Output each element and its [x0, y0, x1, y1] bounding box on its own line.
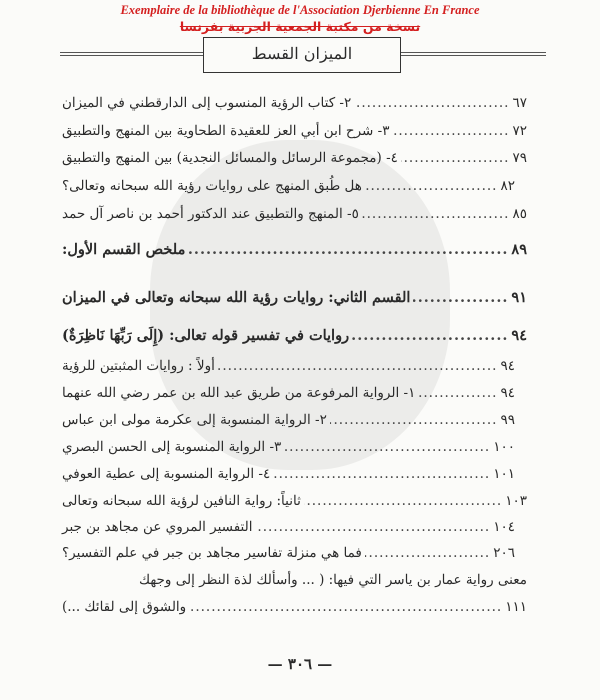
dot-leader: [401, 149, 510, 167]
toc-entry: [62, 544, 515, 562]
toc-entry: [62, 465, 515, 483]
toc-entry: [62, 122, 527, 140]
toc-entry-title: ١- الرواية المرفوعة من طريق عبد الله بن عمر رضي الله عنهما: [62, 385, 416, 401]
toc-entry: [62, 492, 527, 510]
toc-entry: معنى رواية عمار بن ياسر التي فيها: ( ... وأسألك لذة النظر إلى وجهك: [138, 572, 527, 588]
toc-entry-title: هل طُبق المنهج على روايات رؤية الله سبحانه وتعالى؟: [62, 178, 362, 194]
toc-entry-page: ٨٩: [511, 241, 527, 258]
toc-entry-page: ٨٢: [500, 178, 515, 194]
toc-entry: [62, 598, 527, 616]
toc-entry-page: ١٠١: [493, 466, 515, 482]
toc-entry-title: روايات في تفسير قوله تعالى: (إِلَى رَبِّهَا نَاظِرَةٌ): [62, 327, 350, 344]
toc-entry-page: ٩٤: [511, 327, 527, 344]
toc-entry-title: ثانياً: رواية النافين لرؤية الله سبحانه وتعالى: [62, 493, 301, 509]
toc-entry: [62, 205, 527, 223]
toc-entry-page: ٩٩: [500, 412, 515, 428]
toc-entry-page: ٢٠٦: [493, 545, 515, 561]
running-header: الميزان القسط: [203, 37, 401, 73]
library-stamp-french: Exemplaire de la bibliothèque de l'Association Djerbienne En France: [120, 3, 480, 17]
dot-leader: [188, 241, 508, 259]
toc-entry: [62, 241, 527, 259]
dot-leader: [352, 327, 508, 345]
dot-leader: [284, 438, 490, 456]
toc-entry-title: التفسير المروي عن مجاهد بن جبر: [62, 519, 253, 535]
toc-entry-page: ٨٥: [512, 206, 527, 222]
dot-leader: [365, 177, 498, 195]
toc-entry: [62, 384, 515, 402]
dot-leader: [304, 492, 502, 510]
toc-entry-title: القسم الثاني: روايات رؤية الله سبحانه وتعالى في الميزان: [62, 289, 411, 306]
header-rule-left: [60, 52, 203, 56]
toc-entry-title: ٣- شرح ابن أبي العز للعقيدة الطحاوية بين المنهج والتطبيق: [62, 123, 390, 139]
toc-entry: [62, 177, 515, 195]
toc-entry-title: ٤- الرواية المنسوبة إلى عطية العوفي: [62, 466, 271, 482]
dot-leader: [189, 598, 502, 616]
toc-entry-page: ٩٤: [500, 385, 515, 401]
dot-leader: [218, 357, 498, 375]
toc-entry-title: أولاً : روايات المثبتين للرؤية: [62, 358, 215, 374]
dot-leader: [413, 289, 508, 307]
toc-entry-page: ٩٤: [500, 358, 515, 374]
toc-entry-title: ٤- (مجموعة الرسائل والمسائل النجدية) بين المنهج والتطبيق: [62, 150, 398, 166]
toc-entry-title: ٢- الرواية المنسوبة إلى عكرمة مولى ابن عباس: [62, 412, 327, 428]
toc-entry-page: ١٠٠: [493, 439, 515, 455]
toc-entry: [62, 357, 515, 375]
toc-entry: [62, 149, 527, 167]
dot-leader: [354, 94, 509, 112]
toc-entry-page: ٧٩: [512, 150, 527, 166]
toc-entry-title: ٢- كتاب الرؤية المنسوب إلى الدارقطني في الميزان: [62, 95, 352, 111]
toc-entry-page: ٧٢: [512, 123, 527, 139]
toc-entry-page: ١٠٣: [505, 493, 527, 509]
dot-leader: [392, 122, 509, 140]
toc-entry-page: ٦٧: [512, 95, 527, 111]
page-number: — ٣٠٦ —: [267, 655, 333, 673]
header-rule-right: [400, 52, 546, 56]
toc-entry: [62, 327, 527, 345]
toc-entry: [62, 518, 515, 536]
dot-leader: [362, 205, 510, 223]
toc-entry: [62, 94, 527, 112]
toc-entry-title: والشوق إلى لقائك ...): [62, 599, 187, 615]
toc-entry: [62, 411, 515, 429]
dot-leader: [273, 465, 490, 483]
toc-entry-title: ٥- المنهج والتطبيق عند الدكتور أحمد بن ناصر آل حمد: [62, 206, 359, 222]
toc-entry-page: ٩١: [511, 289, 527, 306]
toc-entry-title: فما هي منزلة تفاسير مجاهد بن جبر في علم التفسير؟: [62, 545, 362, 561]
dot-leader: [330, 411, 498, 429]
toc-entry-title: ملخص القسم الأول:: [62, 241, 186, 258]
toc-entry-page: ١١١: [505, 599, 527, 615]
toc-entry-page: ١٠٤: [493, 519, 515, 535]
toc-entry-title: ٣- الرواية المنسوبة إلى الحسن البصري: [62, 439, 282, 455]
dot-leader: [365, 544, 490, 562]
dot-leader: [418, 384, 497, 402]
dot-leader: [256, 518, 491, 536]
toc-entry: [62, 438, 515, 456]
toc-entry: [62, 289, 527, 307]
library-stamp-arabic: نسخة من مكتبة الجمعية الجربية بفرنسا: [179, 19, 421, 34]
